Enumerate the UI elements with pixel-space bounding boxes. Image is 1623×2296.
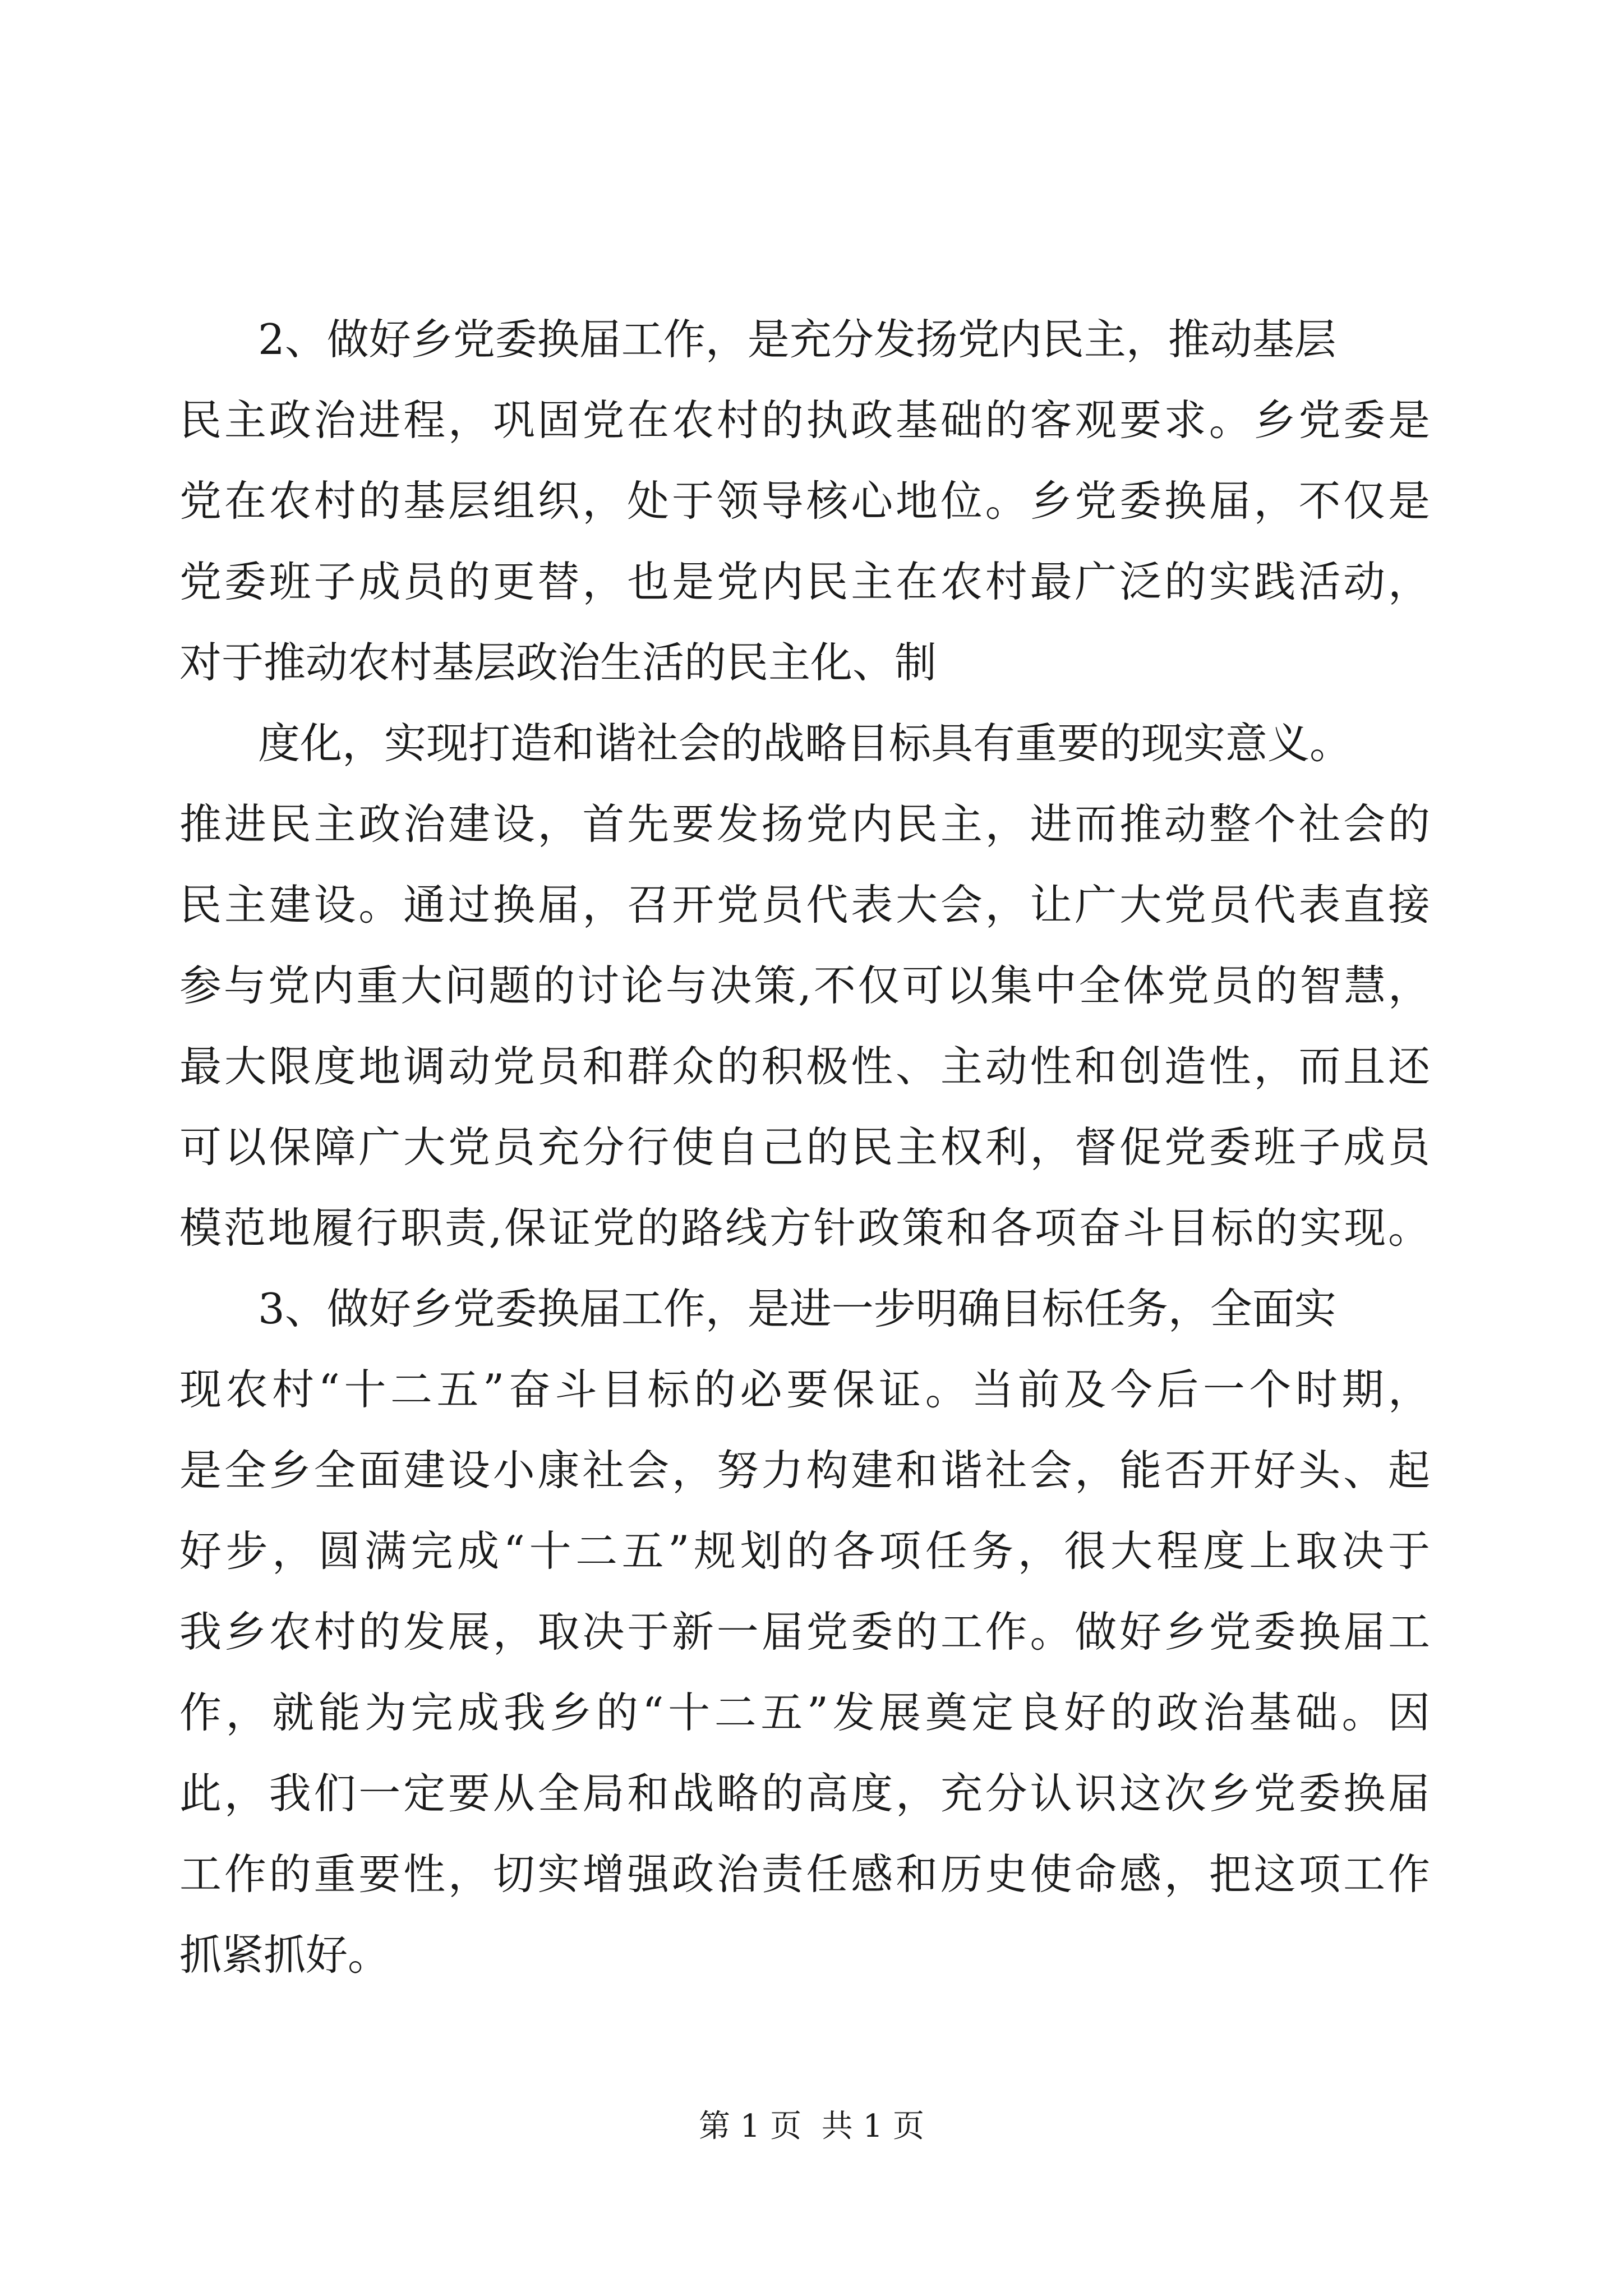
- text-line: 民主建设。通过换届，召开党员代表大会，让广大党员代表直接: [179, 880, 1430, 930]
- text-line: 民主政治进程，巩固党在农村的执政基础的客观要求。乡党委是: [179, 395, 1430, 445]
- text-line: 2、做好乡党委换届工作，是充分发扬党内民主，推动基层: [258, 315, 1336, 364]
- text-line: 好步，圆满完成“十二五”规划的各项任务，很大程度上取决于: [179, 1526, 1430, 1576]
- text-line: 3、做好乡党委换届工作，是进一步明确目标任务，全面实: [258, 1284, 1336, 1333]
- text-line: 作，就能为完成我乡的“十二五”发展奠定良好的政治基础。因: [179, 1688, 1430, 1737]
- text-line: 参与党内重大问题的讨论与决策,不仅可以集中全体党员的智慧，: [179, 961, 1430, 1010]
- text-line: 是全乡全面建设小康社会，努力构建和谐社会，能否开好头、起: [179, 1446, 1430, 1495]
- text-line: 度化，实现打造和谐社会的战略目标具有重要的现实意义。: [258, 719, 1352, 768]
- text-line: 模范地履行职责,保证党的路线方针政策和各项奋斗目标的实现。: [179, 1203, 1430, 1253]
- text-line: 此，我们一定要从全局和战略的高度，充分认识这次乡党委换届: [179, 1769, 1430, 1818]
- text-line: 党在农村的基层组织，处于领导核心地位。乡党委换届，不仅是: [179, 476, 1430, 526]
- text-line: 可以保障广大党员充分行使自己的民主权利，督促党委班子成员: [179, 1122, 1430, 1172]
- text-line: 抓紧抓好。: [179, 1930, 390, 1980]
- text-line: 党委班子成员的更替，也是党内民主在农村最广泛的实践活动，: [179, 557, 1430, 606]
- text-line: 我乡农村的发展，取决于新一届党委的工作。做好乡党委换届工: [179, 1607, 1430, 1657]
- text-line: 工作的重要性，切实增强政治责任感和历史使命感，把这项工作: [179, 1849, 1430, 1899]
- text-line: 现农村“十二五”奋斗目标的必要保证。当前及今后一个时期，: [179, 1365, 1430, 1414]
- text-line: 推进民主政治建设，首先要发扬党内民主，进而推动整个社会的: [179, 799, 1430, 849]
- page-number-footer: 第 1 页 共 1 页: [698, 2108, 925, 2145]
- text-line: 最大限度地调动党员和群众的积极性、主动性和创造性，而且还: [179, 1042, 1430, 1091]
- text-line: 对于推动农村基层政治生活的民主化、制: [179, 638, 937, 687]
